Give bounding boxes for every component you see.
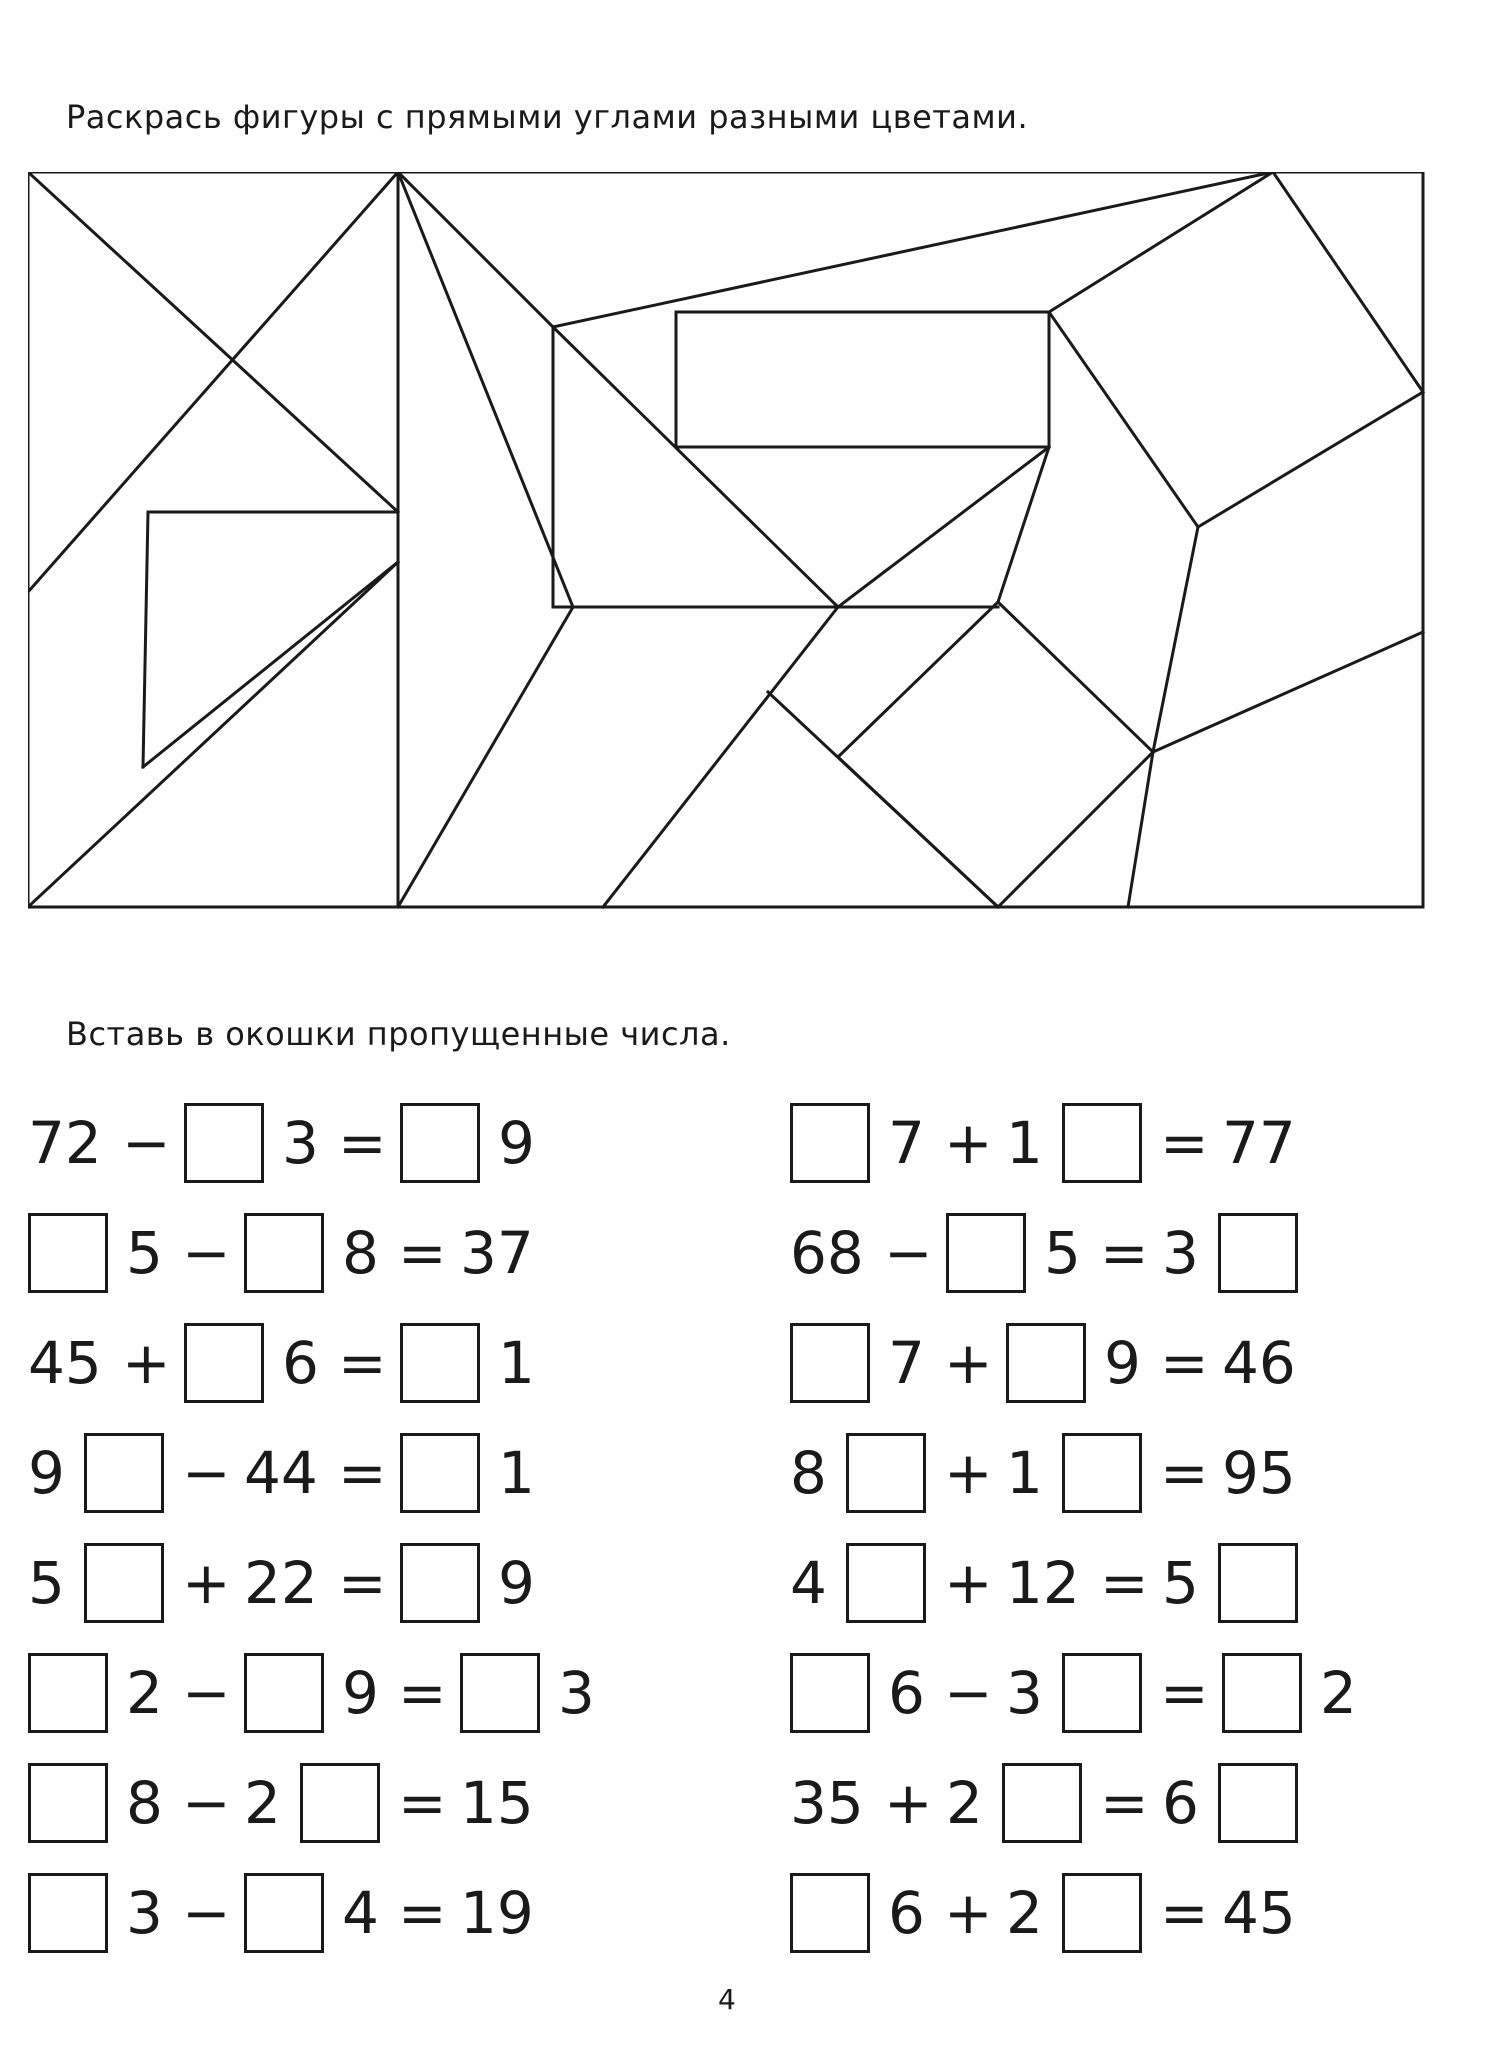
figure-line: [838, 447, 1049, 607]
number: 2: [946, 1769, 983, 1837]
figure-line: [28, 172, 398, 592]
operator: +: [182, 1549, 231, 1617]
answer-box[interactable]: [790, 1103, 870, 1183]
operator: =: [1100, 1549, 1149, 1617]
answer-box[interactable]: [28, 1653, 108, 1733]
operator: +: [944, 1329, 993, 1397]
answer-box[interactable]: [28, 1873, 108, 1953]
number: 77: [1222, 1109, 1296, 1177]
operator: =: [1160, 1109, 1209, 1177]
number: 9: [1104, 1329, 1141, 1397]
number: 6: [1162, 1769, 1199, 1837]
operator: =: [398, 1219, 447, 1287]
answer-box[interactable]: [1002, 1763, 1082, 1843]
number: 46: [1222, 1329, 1296, 1397]
figure-rectangle: [676, 312, 1049, 447]
answer-box[interactable]: [84, 1433, 164, 1513]
number: 15: [460, 1769, 534, 1837]
answer-box[interactable]: [400, 1543, 480, 1623]
number: 8: [342, 1219, 379, 1287]
operator: −: [182, 1659, 231, 1727]
number: 8: [126, 1769, 163, 1837]
number: 7: [888, 1109, 925, 1177]
operator: =: [398, 1879, 447, 1947]
operator: −: [182, 1219, 231, 1287]
number: 68: [790, 1219, 864, 1287]
operator: =: [338, 1549, 387, 1617]
answer-box[interactable]: [244, 1873, 324, 1953]
number: 2: [1320, 1659, 1357, 1727]
operator: =: [1160, 1439, 1209, 1507]
operator: =: [1160, 1659, 1209, 1727]
number: 9: [28, 1439, 65, 1507]
answer-box[interactable]: [1062, 1103, 1142, 1183]
figure-line: [143, 562, 398, 767]
answer-box[interactable]: [28, 1213, 108, 1293]
number: 2: [244, 1769, 281, 1837]
answer-box[interactable]: [790, 1653, 870, 1733]
number: 19: [460, 1879, 534, 1947]
operator: −: [884, 1219, 933, 1287]
number: 6: [888, 1659, 925, 1727]
number: 5: [126, 1219, 163, 1287]
answer-box[interactable]: [1218, 1543, 1298, 1623]
operator: =: [1160, 1879, 1209, 1947]
operator: =: [398, 1659, 447, 1727]
answer-box[interactable]: [84, 1543, 164, 1623]
operator: =: [398, 1769, 447, 1837]
operator: =: [1160, 1329, 1209, 1397]
number: 5: [1044, 1219, 1081, 1287]
number: 8: [790, 1439, 827, 1507]
number: 9: [498, 1549, 535, 1617]
coloring-instruction: Раскрась фигуры с прямыми углами разными цветами.: [66, 98, 1029, 136]
figure-line: [28, 562, 398, 907]
answer-box[interactable]: [400, 1103, 480, 1183]
operator: −: [182, 1769, 231, 1837]
operator: +: [944, 1549, 993, 1617]
operator: +: [944, 1109, 993, 1177]
figure-line: [1153, 632, 1423, 752]
answer-box[interactable]: [1218, 1213, 1298, 1293]
figure-square: [838, 602, 1153, 907]
number: 45: [28, 1329, 102, 1397]
figure-line: [998, 447, 1049, 602]
figure-line: [553, 172, 1273, 327]
operator: −: [944, 1659, 993, 1727]
figure-line: [398, 607, 573, 907]
number: 1: [1006, 1439, 1043, 1507]
answer-box[interactable]: [1006, 1323, 1086, 1403]
number: 95: [1222, 1439, 1296, 1507]
figure-line: [603, 607, 838, 907]
operator: =: [1100, 1219, 1149, 1287]
figure-line: [1153, 527, 1198, 752]
answer-box[interactable]: [1062, 1433, 1142, 1513]
number: 4: [790, 1549, 827, 1617]
answer-box[interactable]: [184, 1323, 264, 1403]
answer-box[interactable]: [300, 1763, 380, 1843]
operator: +: [884, 1769, 933, 1837]
answer-box[interactable]: [790, 1873, 870, 1953]
shapes-figure: [28, 172, 1428, 912]
figure-line: [398, 172, 553, 327]
number: 2: [126, 1659, 163, 1727]
operator: +: [122, 1329, 171, 1397]
answer-box[interactable]: [400, 1323, 480, 1403]
number: 1: [498, 1329, 535, 1397]
number: 9: [498, 1109, 535, 1177]
answer-box[interactable]: [244, 1653, 324, 1733]
number: 3: [126, 1879, 163, 1947]
operator: −: [182, 1439, 231, 1507]
answer-box[interactable]: [790, 1323, 870, 1403]
figure-line: [553, 327, 838, 607]
number: 45: [1222, 1879, 1296, 1947]
operator: +: [944, 1439, 993, 1507]
answer-box[interactable]: [1218, 1763, 1298, 1843]
operator: −: [122, 1109, 171, 1177]
number: 3: [282, 1109, 319, 1177]
number: 12: [1006, 1549, 1080, 1617]
answer-box[interactable]: [460, 1653, 540, 1733]
figure-square: [1049, 172, 1423, 527]
figure-line: [28, 172, 398, 512]
answer-box[interactable]: [1222, 1653, 1302, 1733]
number: 1: [1006, 1109, 1043, 1177]
number: 35: [790, 1769, 864, 1837]
number: 6: [888, 1879, 925, 1947]
figure-line: [398, 172, 573, 607]
number: 7: [888, 1329, 925, 1397]
answer-box[interactable]: [846, 1543, 926, 1623]
operator: =: [338, 1439, 387, 1507]
number: 37: [460, 1219, 534, 1287]
answer-box[interactable]: [1062, 1653, 1142, 1733]
number: 3: [1006, 1659, 1043, 1727]
answer-box[interactable]: [1062, 1873, 1142, 1953]
page-number: 4: [718, 1983, 736, 2016]
figure-line: [143, 512, 148, 767]
answer-box[interactable]: [846, 1433, 926, 1513]
operator: =: [338, 1329, 387, 1397]
answer-box[interactable]: [400, 1433, 480, 1513]
number: 3: [558, 1659, 595, 1727]
number: 72: [28, 1109, 102, 1177]
number: 5: [28, 1549, 65, 1617]
number: 6: [282, 1329, 319, 1397]
answer-box[interactable]: [946, 1213, 1026, 1293]
number: 3: [1162, 1219, 1199, 1287]
operator: =: [1100, 1769, 1149, 1837]
answer-box[interactable]: [28, 1763, 108, 1843]
operator: −: [182, 1879, 231, 1947]
number: 22: [244, 1549, 318, 1617]
number: 44: [244, 1439, 318, 1507]
operator: +: [944, 1879, 993, 1947]
answer-box[interactable]: [244, 1213, 324, 1293]
number: 4: [342, 1879, 379, 1947]
number: 1: [498, 1439, 535, 1507]
figure-border: [28, 172, 1423, 907]
numbers-instruction: Вставь в окошки пропущенные числа.: [66, 1015, 731, 1053]
number: 9: [342, 1659, 379, 1727]
number: 2: [1006, 1879, 1043, 1947]
number: 5: [1162, 1549, 1199, 1617]
operator: =: [338, 1109, 387, 1177]
answer-box[interactable]: [184, 1103, 264, 1183]
